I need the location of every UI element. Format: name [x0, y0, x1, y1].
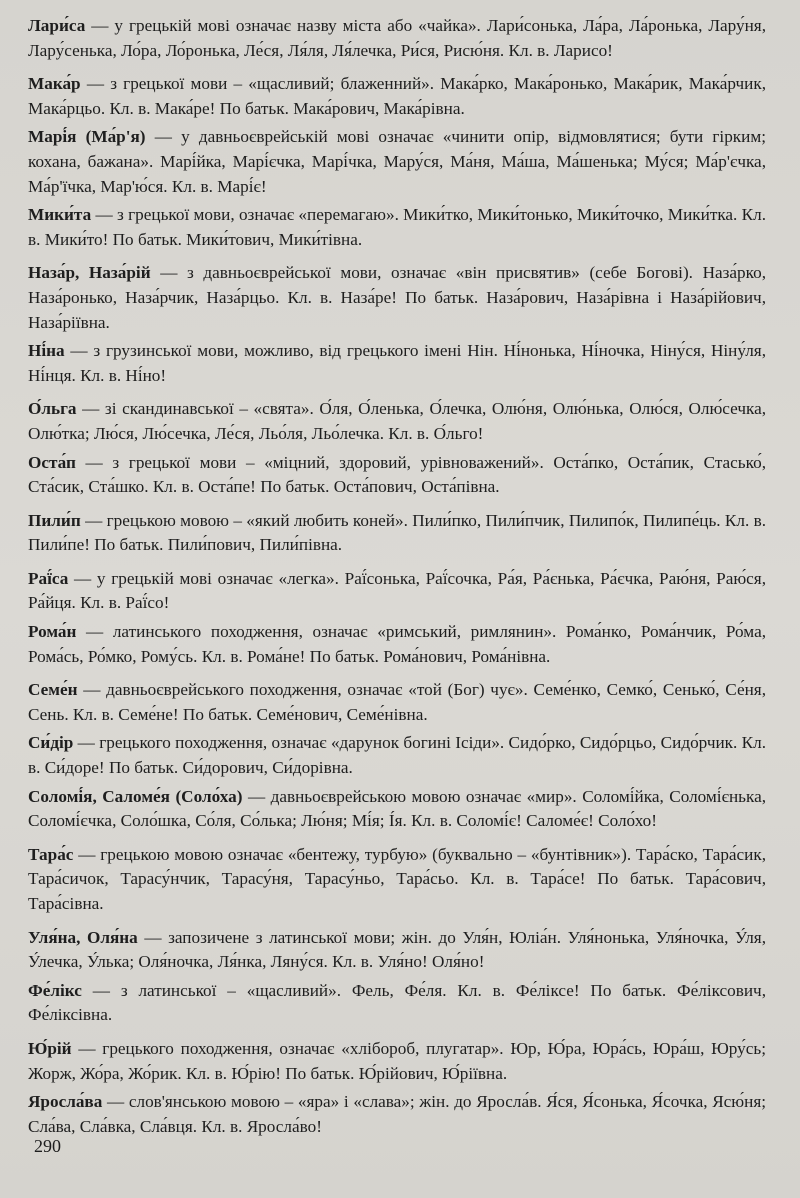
entry-text: зі скандинавської – «свята». О́ля, О́ленька, О́лечка, Олю́ня, Олю́нька, Олю́ся, Олю́сечка, Олю́тка; Лю́ся, Лю́сечка, Ле́ся, Льо́ля, Льо́лечка. Кл. в. О́льго! — [28, 399, 767, 443]
entry-name: Си́дір — [28, 733, 74, 753]
entry-name: Семе́н — [28, 680, 78, 700]
entry-name: Оста́п — [28, 452, 76, 472]
entry-text: з давньоєврейської мови, означає «він присвятив» (себе Богові). Наза́рко, Наза́ронько, Наза́рчик, Наза́рцьо. Кл. в. Наза́ре! По батьк. Наза́рович, Наза́рівна і Наза́рійович, Наза́ріївна. — [28, 263, 766, 332]
entry-nina: Ні́на — з грузинської мови, можливо, від грецького імені Нін. Ні́нонька, Ні́ночка, Ніну́ся, Ніну́ля, Ні́нця. Кл. в. Ні́но! — [28, 341, 767, 385]
entry-solomiia: Соломі́я, Саломе́я (Соло́ха) — давньоєврейською мовою означає «мир». Соломі́йка, Соломі́єнька, Соломі́єчка, Соло́шка, Со́ля, Со́лька; Лю́ня; Мі́я; І́я. Кл. в. Соломі́є! Саломе́є! Соло́хо! — [28, 786, 767, 831]
entry-roman: Рома́н — латинського походження, означає «римський, римлянин». Рома́нко, Рома́нчик, Ро́ма, Рома́сь, Ро́мко, Рому́сь. Кл. в. Рома́не! По батьк. Рома́нович, Рома́нівна. — [28, 622, 766, 666]
entry-makar: Мака́р — з грецької мови – «щасливий; блаженний». Мака́рко, Мака́ронько, Мака́рик, Мака́рчик, Мака́рцьо. Кл. в. Мака́ре! По батьк. Мака́рович, Мака́рівна. — [28, 74, 766, 118]
entry-text: слов'янською мовою – «яра» і «слава»; жін. до Яросла́в. Я́ся, Я́сонька, Я́сочка, Ясю́ня; Сла́ва, Сла́вка, Сла́вця. Кл. в. Яросла́во! — [28, 1092, 767, 1136]
entry-olha: О́льга — зі скандинавської – «свята». О́ля, О́ленька, О́лечка, Олю́ня, Олю́нька, Олю́ся, Олю́сечка, Олю́тка; Лю́ся, Лю́сечка, Ле́ся, Льо́ля, Льо́лечка. Кл. в. О́льго! — [28, 399, 767, 443]
entry-name: Ю́рій — [28, 1038, 72, 1058]
entry-text: з латинської – «щасливий». Фель, Фе́ля. Кл. в. Фе́ліксе! По батьк. Фе́ліксович, Фе́ліксівна. — [28, 980, 766, 1025]
entry-ostap: Оста́п — з грецької мови – «міцний, здоровий, урівноважений». Оста́пко, Оста́пик, Стасько́, Ста́сик, Ста́шко. Кл. в. Оста́пе! По батьк. Оста́пович, Оста́півна. — [28, 452, 767, 497]
entry-name: Ні́на — [28, 341, 65, 361]
entry-semen: Семе́н — давньоєврейського походження, означає «той (Бог) чує». Семе́нко, Семко́, Сенько́, Се́ня, Сень. Кл. в. Семе́не! По батьк. Семе́нович, Семе́нівна. — [28, 680, 766, 724]
page-number: 290 — [34, 1136, 61, 1156]
entry-text: з грецької мови – «щасливий; блаженний». Мака́рко, Мака́ронько, Мака́рик, Мака́рчик, Мака́рцьо. Кл. в. Мака́ре! По батьк. Мака́рович, Мака́рівна. — [28, 74, 766, 118]
entry-text: у грецькій мові означає «легка». Раї́сонька, Раї́сочка, Ра́я, Ра́єнька, Ра́єчка, Раю́ня, Раю́ся, Ра́йця. Кл. в. Раї́со! — [28, 568, 766, 613]
entry-nazar: Наза́р, Наза́рій — з давньоєврейської мови, означає «він присвятив» (себе Богові). Наза́рко, Наза́ронько, Наза́рчик, Наза́рцьо. Кл. в. Наза́ре! По батьк. Наза́рович, Наза́рівна і Наза́рійович, Наза́ріївна. — [28, 263, 766, 332]
entry-text: давньоєврейською мовою означає «мир». Соломі́йка, Соломі́єнька, Соломі́єчка, Соло́шка, Со́ля, Со́лька; Лю́ня; Мі́я; І́я. Кл. в. Соломі́є! Саломе́є! Соло́хо! — [28, 786, 767, 831]
entry-text: у давньоєврейській мові означає «чинити опір, відмовлятися; бути гірким; кохана, бажана». Марі́йка, Марі́єчка, Марі́чка, Мару́ся, Ма́ня, Ма́ша, Ма́шенька; Му́ся; Ма́р'єчка, Ма́р'їчка, Мар'ю́ся. Кл. в. Марі́є! — [28, 127, 767, 196]
entry-name: Фе́лікс — [28, 980, 82, 1000]
entry-name: Марі́я (Ма́р'я) — [28, 127, 146, 147]
entry-taras: Тара́с — грецькою мовою означає «бентежу, турбую» (буквально – «бунтівник»). Тара́ско, Тара́сик, Тара́сичок, Тарасу́нчик, Тарасу́ня, Тарасу́ньо, Тара́сьо. Кл. в. Тара́се! По батьк. Тара́сович, Тара́сівна. — [28, 844, 767, 913]
entry-name: Соломі́я, Саломе́я (Соло́ха) — [28, 786, 243, 806]
entry-mariia: Марі́я (Ма́р'я) — у давньоєврейській мові означає «чинити опір, відмовлятися; бути гірким; кохана, бажана». Марі́йка, Марі́єчка, Марі́чка, Мару́ся, Ма́ня, Ма́ша, Ма́шенька; Му́ся; Ма́р'єчка, Ма́р'їчка, Мар'ю́ся. Кл. в. Марі́є! — [28, 127, 767, 196]
entry-larysa: Лари́са — у грецькій мові означає назву міста або «чайка». Лари́сонька, Ла́ра, Ла́ронька, Лару́ня, Лару́сенька, Ло́ра, Ло́ронька, Ле́ся, Ля́ля, Ля́лечка, Ри́ся, Рисю́ня. Кл. в. Ларисо! — [28, 16, 766, 60]
entry-text: у грецькій мові означає назву міста або «чайка». Лари́сонька, Ла́ра, Ла́ронька, Лару́ня, Лару́сенька, Ло́ра, Ло́ронька, Ле́ся, Ля́ля, Ля́лечка, Ри́ся, Рисю́ня. Кл. в. Ларисо! — [28, 16, 766, 60]
entry-name: Мака́р — [28, 74, 81, 94]
entry-name: Тара́с — [28, 844, 74, 864]
entry-yaroslava: Яросла́ва — слов'янською мовою – «яра» і «слава»; жін. до Яросла́в. Я́ся, Я́сонька, Я́сочка, Ясю́ня; Сла́ва, Сла́вка, Сла́вця. Кл. в. Яросла́во! — [28, 1092, 767, 1136]
entry-yurii: Ю́рій — грецького походження, означає «хлібороб, плугатар». Юр, Ю́ра, Юра́сь, Юра́ш, Юру́сь; Жорж, Жо́ра, Жо́рик. Кл. в. Ю́рію! По батьк. Ю́рійович, Ю́ріївна. — [28, 1038, 767, 1083]
entry-name: Раї́са — [28, 568, 69, 588]
entry-text: грецькою мовою – «який любить коней». Пили́пко, Пили́пчик, Пилипо́к, Пилипе́ць. Кл. в. Пили́пе! По батьк. Пили́пович, Пили́півна. — [28, 510, 766, 555]
entry-text: з грецької мови, означає «перемагаю». Мики́тко, Мики́тонько, Мики́точко, Мики́тка. Кл. в. Мики́то! По батьк. Мики́тович, Мики́тівна. — [28, 205, 766, 249]
entry-raisa: Раї́са — у грецькій мові означає «легка». Раї́сонька, Раї́сочка, Ра́я, Ра́єнька, Ра́єчка, Раю́ня, Раю́ся, Ра́йця. Кл. в. Раї́со! — [28, 568, 766, 613]
entry-uliana: Уля́на, Оля́на — запозичене з латинської мови; жін. до Уля́н, Юліа́н. Уля́нонька, Уля́ночка, У́ля, У́лечка, У́лька; Оля́ночка, Ля́нка, Ляну́ся. Кл. в. Уля́но! Оля́но! — [28, 927, 766, 972]
entry-name: О́льга — [28, 399, 77, 419]
entry-feliks: Фе́лікс — з латинської – «щасливий». Фель, Фе́ля. Кл. в. Фе́ліксе! По батьк. Фе́ліксович, Фе́ліксівна. — [28, 980, 766, 1025]
entry-text: давньоєврейського походження, означає «той (Бог) чує». Семе́нко, Семко́, Сенько́, Се́ня, Сень. Кл. в. Семе́не! По батьк. Семе́нович, Семе́нівна. — [28, 680, 766, 724]
entry-mykyta: Мики́та — з грецької мови, означає «перемагаю». Мики́тко, Мики́тонько, Мики́точко, Мики́тка. Кл. в. Мики́то! По батьк. Мики́тович, Мики́тівна. — [28, 205, 766, 249]
entry-name: Рома́н — [28, 622, 77, 642]
entry-sydir: Си́дір — грецького походження, означає «дарунок богині Ісіди». Сидо́рко, Сидо́рцьо, Сидо́рчик. Кл. в. Си́доре! По батьк. Си́дорович, Си́дорівна. — [28, 733, 766, 778]
entry-name: Наза́р, Наза́рій — [28, 263, 151, 283]
entry-name: Лари́са — [28, 16, 86, 35]
entry-text: запозичене з латинської мови; жін. до Уля́н, Юліа́н. Уля́нонька, Уля́ночка, У́ля, У́лечка, У́лька; Оля́ночка, Ля́нка, Ляну́ся. Кл. в. Уля́но! Оля́но! — [28, 927, 766, 972]
entry-name: Мики́та — [28, 205, 92, 225]
entry-text: грецького походження, означає «дарунок богині Ісіди». Сидо́рко, Сидо́рцьо, Сидо́рчик. Кл. в. Си́доре! По батьк. Си́дорович, Си́дорівна. — [28, 733, 766, 778]
entry-text: з грузинської мови, можливо, від грецького імені Нін. Ні́нонька, Ні́ночка, Ніну́ся, Ніну́ля, Ні́нця. Кл. в. Ні́но! — [28, 341, 767, 385]
entry-text: грецького походження, означає «хлібороб, плугатар». Юр, Ю́ра, Юра́сь, Юра́ш, Юру́сь; Жорж, Жо́ра, Жо́рик. Кл. в. Ю́рію! По батьк. Ю́рійович, Ю́ріївна. — [28, 1038, 767, 1083]
entry-text: грецькою мовою означає «бентежу, турбую» (буквально – «бунтівник»). Тара́ско, Тара́сик, Тара́сичок, Тарасу́нчик, Тарасу́ня, Тарасу́ньо, Тара́сьо. Кл. в. Тара́се! По батьк. Тара́сович, Тара́сівна. — [28, 844, 767, 913]
entry-text: латинського походження, означає «римський, римлянин». Рома́нко, Рома́нчик, Ро́ма, Рома́сь, Ро́мко, Рому́сь. Кл. в. Рома́не! По батьк. Рома́нович, Рома́нівна. — [28, 622, 766, 666]
entry-name: Пили́п — [28, 510, 81, 530]
entry-name: Уля́на, Оля́на — [28, 927, 138, 947]
entry-name: Яросла́ва — [28, 1092, 103, 1112]
entry-text: з грецької мови – «міцний, здоровий, урівноважений». Оста́пко, Оста́пик, Стасько́, Ста́сик, Ста́шко. Кл. в. Оста́пе! По батьк. Оста́пович, Оста́півна. — [28, 452, 767, 497]
entry-pylyp: Пили́п — грецькою мовою – «який любить коней». Пили́пко, Пили́пчик, Пилипо́к, Пилипе́ць. Кл. в. Пили́пе! По батьк. Пили́пович, Пили́півна. — [28, 510, 766, 555]
